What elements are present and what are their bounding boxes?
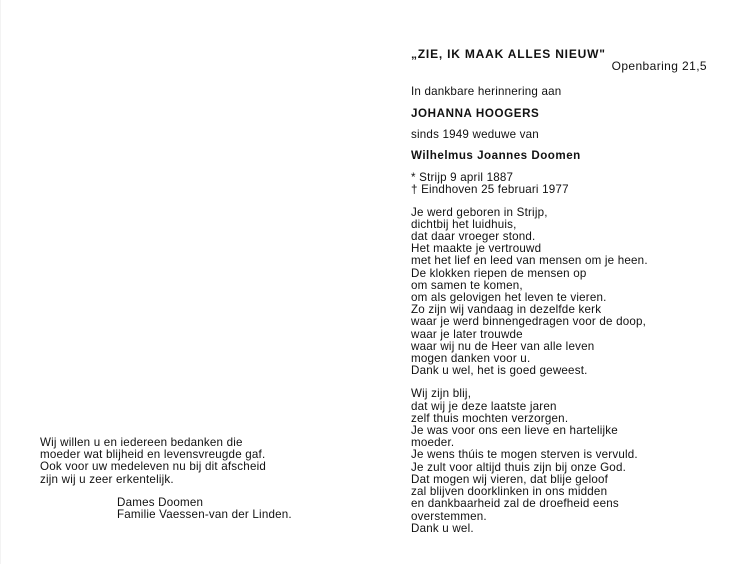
poem-line: om als gelovigen het leven te vieren. <box>411 291 607 305</box>
poem-line: dat daar vroeger stond. <box>411 230 536 244</box>
signatories <box>40 497 340 521</box>
poem-line: Dat mogen wij vieren, dat blije geloof <box>411 472 609 486</box>
poem-line: Je zult voor altijd thuis zijn bij onze God. <box>411 460 627 474</box>
poem-line: waar je later trouwde <box>411 327 523 341</box>
signatory: Familie Vaessen-van der Linden. <box>117 508 292 522</box>
poem-line: Je werd geboren in Strijp, <box>411 205 548 219</box>
thanks-paragraph <box>40 437 340 486</box>
poem-line: overstemmen. <box>411 509 487 523</box>
poem-line: zal blijven doorklinken in ons midden <box>411 485 608 499</box>
signatory: Dames Doomen <box>117 495 204 509</box>
thanks-line: Ook voor uw medeleven nu bij dit afscheid <box>40 460 267 474</box>
poem-line: waar wij nu de Heer van alle leven <box>411 339 595 353</box>
poem-line: Je wens thúis te mogen sterven is vervuld. <box>411 448 638 462</box>
poem-stanza-1 <box>411 207 711 378</box>
death-date: † Eindhoven 25 februari 1977 <box>411 183 569 197</box>
poem-line: dichtbij het luidhuis, <box>411 217 517 231</box>
poem-line: Het maakte je vertrouwd <box>411 242 542 256</box>
poem-line: mogen danken voor u. <box>411 352 531 366</box>
poem-line: zelf thuis mochten verzorgen. <box>411 411 569 425</box>
widow-line: sinds 1949 weduwe van <box>411 127 539 141</box>
poem-line: Dank u wel, het is goed geweest. <box>411 364 588 378</box>
left-column <box>40 437 340 521</box>
life-dates <box>411 172 711 196</box>
poem-line: om samen te komen, <box>411 278 523 292</box>
poem-line: met het lief en leed van mensen om je heen. <box>411 254 648 268</box>
thanks-line: moeder wat blijheid en levensvreugde gaf. <box>40 448 266 462</box>
poem-line: Wij zijn blij, <box>411 387 472 401</box>
poem-stanza-2 <box>411 388 711 534</box>
fold-line <box>0 0 1 564</box>
poem-line: Je was voor ons een lieve en hartelijke <box>411 424 618 438</box>
poem-line: en dankbaarheid zal de droefheid eens <box>411 497 619 511</box>
poem-line: Dank u wel. <box>411 521 474 535</box>
right-column <box>411 48 711 535</box>
poem-line: waar je werd binnengedragen voor de doop, <box>411 315 647 329</box>
scripture-reference: Openbaring 21,5 <box>611 59 707 74</box>
birth-date: * Strijp 9 april 1887 <box>411 171 514 185</box>
spouse-name: Wilhelmus Joannes Doomen <box>411 149 581 163</box>
poem-line: Zo zijn wij vandaag in dezelfde kerk <box>411 303 602 317</box>
motto: „ZIE, IK MAAK ALLES NIEUW" <box>411 47 606 61</box>
poem-line: De klokken riepen de mensen op <box>411 266 587 280</box>
poem-line: moeder. <box>411 436 455 450</box>
dedication: In dankbare herinnering aan <box>411 85 562 99</box>
thanks-line: zijn wij u zeer erkentelijk. <box>40 472 174 486</box>
thanks-line: Wij willen u en iedereen bedanken die <box>40 436 243 449</box>
deceased-name: JOHANNA HOOGERS <box>411 106 540 120</box>
poem-line: dat wij je deze laatste jaren <box>411 399 557 413</box>
